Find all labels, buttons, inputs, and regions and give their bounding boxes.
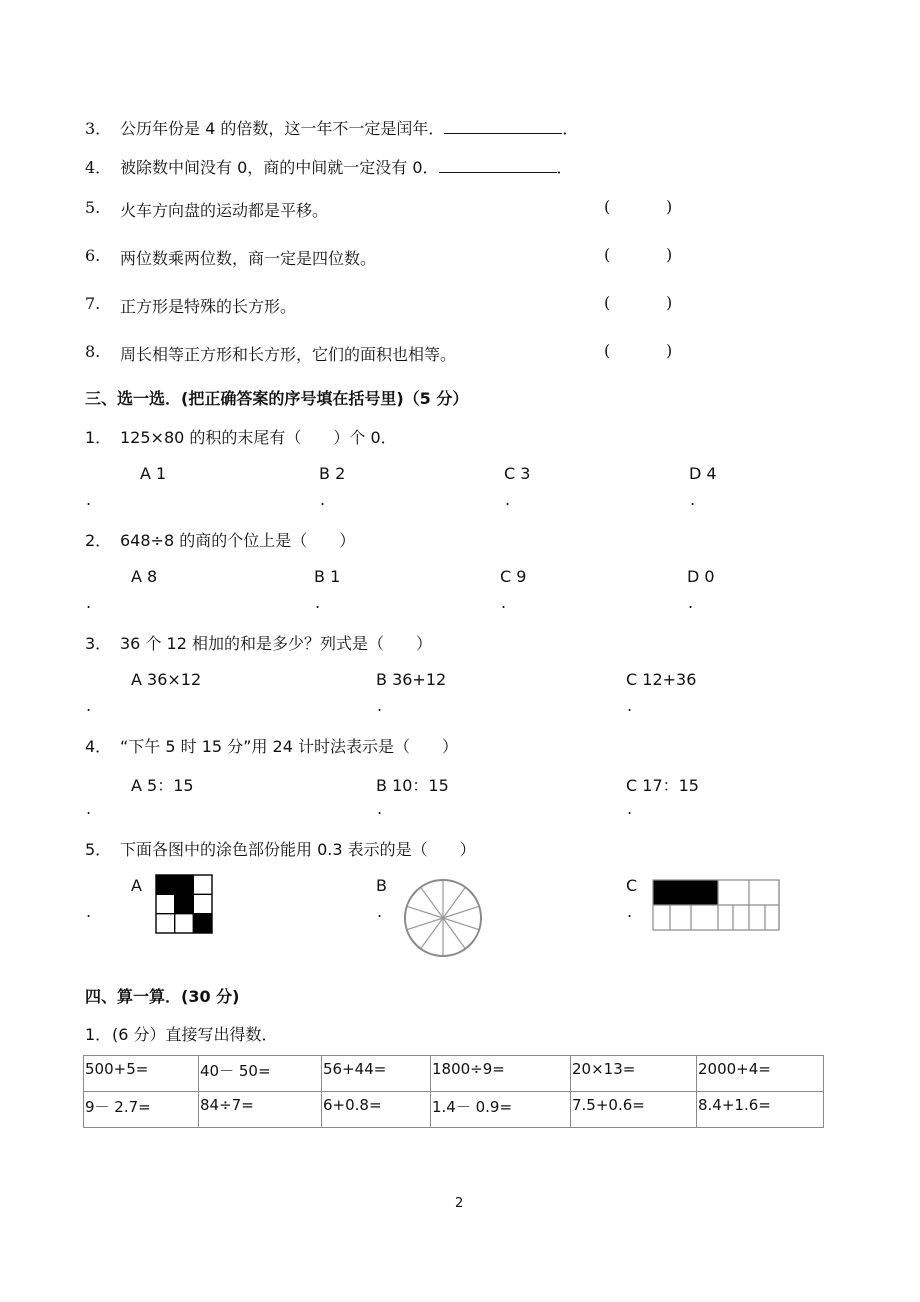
option-b[interactable]: B 1: [314, 567, 341, 586]
option-dot: .: [688, 593, 694, 612]
sub-question-text: (6 分）直接写出得数．: [112, 1025, 278, 1044]
table-cell[interactable]: 2000+4=: [697, 1056, 824, 1092]
circle-sector-line: [443, 906, 479, 918]
option-d[interactable]: D 0: [687, 567, 715, 586]
circle-sector-line: [407, 906, 443, 918]
question-text: 下面各图中的涂色部份能用 0.3 表示的是（ ）: [120, 840, 476, 859]
table-cell[interactable]: 8.4+1.6=: [697, 1092, 824, 1128]
item-number: 7.: [85, 294, 101, 313]
table-cell[interactable]: 20×13=: [571, 1056, 697, 1092]
figure-a-grid[interactable]: [155, 874, 213, 934]
question-number: 3．: [85, 634, 112, 653]
grid-cell-shaded: [175, 894, 194, 913]
option-dot: .: [377, 902, 383, 921]
table-cell[interactable]: 56+44=: [322, 1056, 431, 1092]
circle-sector-line: [421, 918, 443, 949]
question-number: 1．: [85, 428, 112, 447]
item-text: 周长相等正方形和长方形，它们的面积也相等。: [120, 345, 457, 364]
item-text: 正方形是特殊的长方形。: [120, 297, 297, 316]
option-b[interactable]: B 2: [319, 464, 346, 483]
table-cell[interactable]: 84÷7=: [199, 1092, 322, 1128]
option-dot: .: [627, 799, 633, 818]
option-dot: .: [86, 799, 92, 818]
answer-paren-close[interactable]: ): [666, 341, 673, 360]
option-dot: .: [86, 696, 92, 715]
grid-cell-shaded: [653, 880, 718, 905]
table-cell[interactable]: 7.5+0.6=: [571, 1092, 697, 1128]
item-text: 火车方向盘的运动都是平移。: [120, 201, 329, 220]
item-number: 8.: [85, 342, 101, 361]
table-cell[interactable]: 1.4－ 0.9=: [431, 1092, 571, 1128]
table-row: [84, 1092, 824, 1128]
question-number: 2．: [85, 531, 112, 550]
question-text: 648÷8 的商的个位上是（ ）: [120, 531, 356, 550]
answer-paren-open[interactable]: (: [604, 245, 611, 264]
option-b[interactable]: B 36+12: [376, 670, 447, 689]
option-a[interactable]: A: [131, 876, 142, 895]
section-3-heading: 三、选一选．(把正确答案的序号填在括号里)（5 分）: [85, 389, 469, 408]
option-dot: .: [86, 490, 92, 509]
sub-question-number: 1．: [85, 1025, 112, 1044]
option-dot: .: [627, 902, 633, 921]
circle-sector-line: [443, 918, 465, 949]
circle-sector-line: [421, 887, 443, 918]
item-end: ．: [562, 119, 579, 138]
option-dot: .: [501, 593, 507, 612]
question-text: “下午 5 时 15 分”用 24 计时法表示是（ ）: [120, 737, 458, 756]
option-a[interactable]: A 1: [140, 464, 167, 483]
item-number: 5.: [85, 198, 101, 217]
answer-paren-close[interactable]: ): [666, 245, 673, 264]
grid-cell-shaded: [175, 875, 194, 894]
option-dot: .: [627, 696, 633, 715]
option-b[interactable]: B 10：15: [376, 776, 449, 795]
option-c[interactable]: C 3: [504, 464, 531, 483]
option-dot: .: [315, 593, 321, 612]
option-dot: .: [377, 799, 383, 818]
option-dot: .: [320, 490, 326, 509]
item-number: 4．: [85, 158, 112, 177]
answer-blank[interactable]: [444, 119, 562, 134]
option-a[interactable]: A 36×12: [131, 670, 202, 689]
item-number: 3．: [85, 119, 112, 138]
option-dot: .: [86, 593, 92, 612]
option-dot: .: [86, 902, 92, 921]
item-number: 6.: [85, 246, 101, 265]
table-cell[interactable]: 1800÷9=: [431, 1056, 571, 1092]
circle-sector-line: [443, 918, 479, 930]
answer-paren-close[interactable]: ): [666, 197, 673, 216]
option-dot: .: [690, 490, 696, 509]
question-number: 5．: [85, 840, 112, 859]
table-row: [84, 1056, 824, 1092]
option-a[interactable]: A 5：15: [131, 776, 194, 795]
option-d[interactable]: D 4: [689, 464, 717, 483]
grid-cell-shaded: [156, 875, 175, 894]
option-c[interactable]: C 12+36: [626, 670, 697, 689]
figure-b-circle[interactable]: [403, 878, 483, 958]
option-dot: .: [505, 490, 511, 509]
mental-math-table: [83, 1055, 824, 1128]
option-c[interactable]: C 9: [500, 567, 527, 586]
option-dot: .: [377, 696, 383, 715]
circle-sector-line: [407, 918, 443, 930]
table-cell[interactable]: 500+5=: [84, 1056, 199, 1092]
option-c[interactable]: C 17：15: [626, 776, 699, 795]
circle-sector-line: [443, 887, 465, 918]
option-b[interactable]: B: [376, 876, 387, 895]
grid-cell-shaded: [193, 914, 212, 933]
option-a[interactable]: A 8: [131, 567, 158, 586]
table-cell[interactable]: 9－ 2.7=: [84, 1092, 199, 1128]
answer-paren-close[interactable]: ): [666, 293, 673, 312]
figure-c-rect-grid[interactable]: [652, 879, 780, 931]
table-cell[interactable]: 6+0.8=: [322, 1092, 431, 1128]
section-4-heading: 四、算一算．(30 分): [85, 987, 240, 1006]
item-text: 被除数中间没有 0，商的中间就一定没有 0．: [120, 158, 439, 177]
option-c[interactable]: C: [626, 876, 638, 895]
item-text: 公历年份是 4 的倍数，这一年不一定是闰年．: [120, 119, 445, 138]
answer-paren-open[interactable]: (: [604, 197, 611, 216]
question-text: 36 个 12 相加的和是多少？列式是（ ）: [120, 634, 432, 653]
page-number: 2: [455, 1196, 464, 1211]
item-end: ．: [556, 158, 573, 177]
table-cell[interactable]: 40－ 50=: [199, 1056, 322, 1092]
item-text: 两位数乘两位数，商一定是四位数。: [120, 249, 377, 268]
question-text: 125×80 的积的末尾有（ ）个 0．: [120, 428, 397, 447]
answer-paren-open[interactable]: (: [604, 341, 611, 360]
answer-paren-open[interactable]: (: [604, 293, 611, 312]
answer-blank[interactable]: [439, 158, 557, 173]
question-number: 4．: [85, 737, 112, 756]
